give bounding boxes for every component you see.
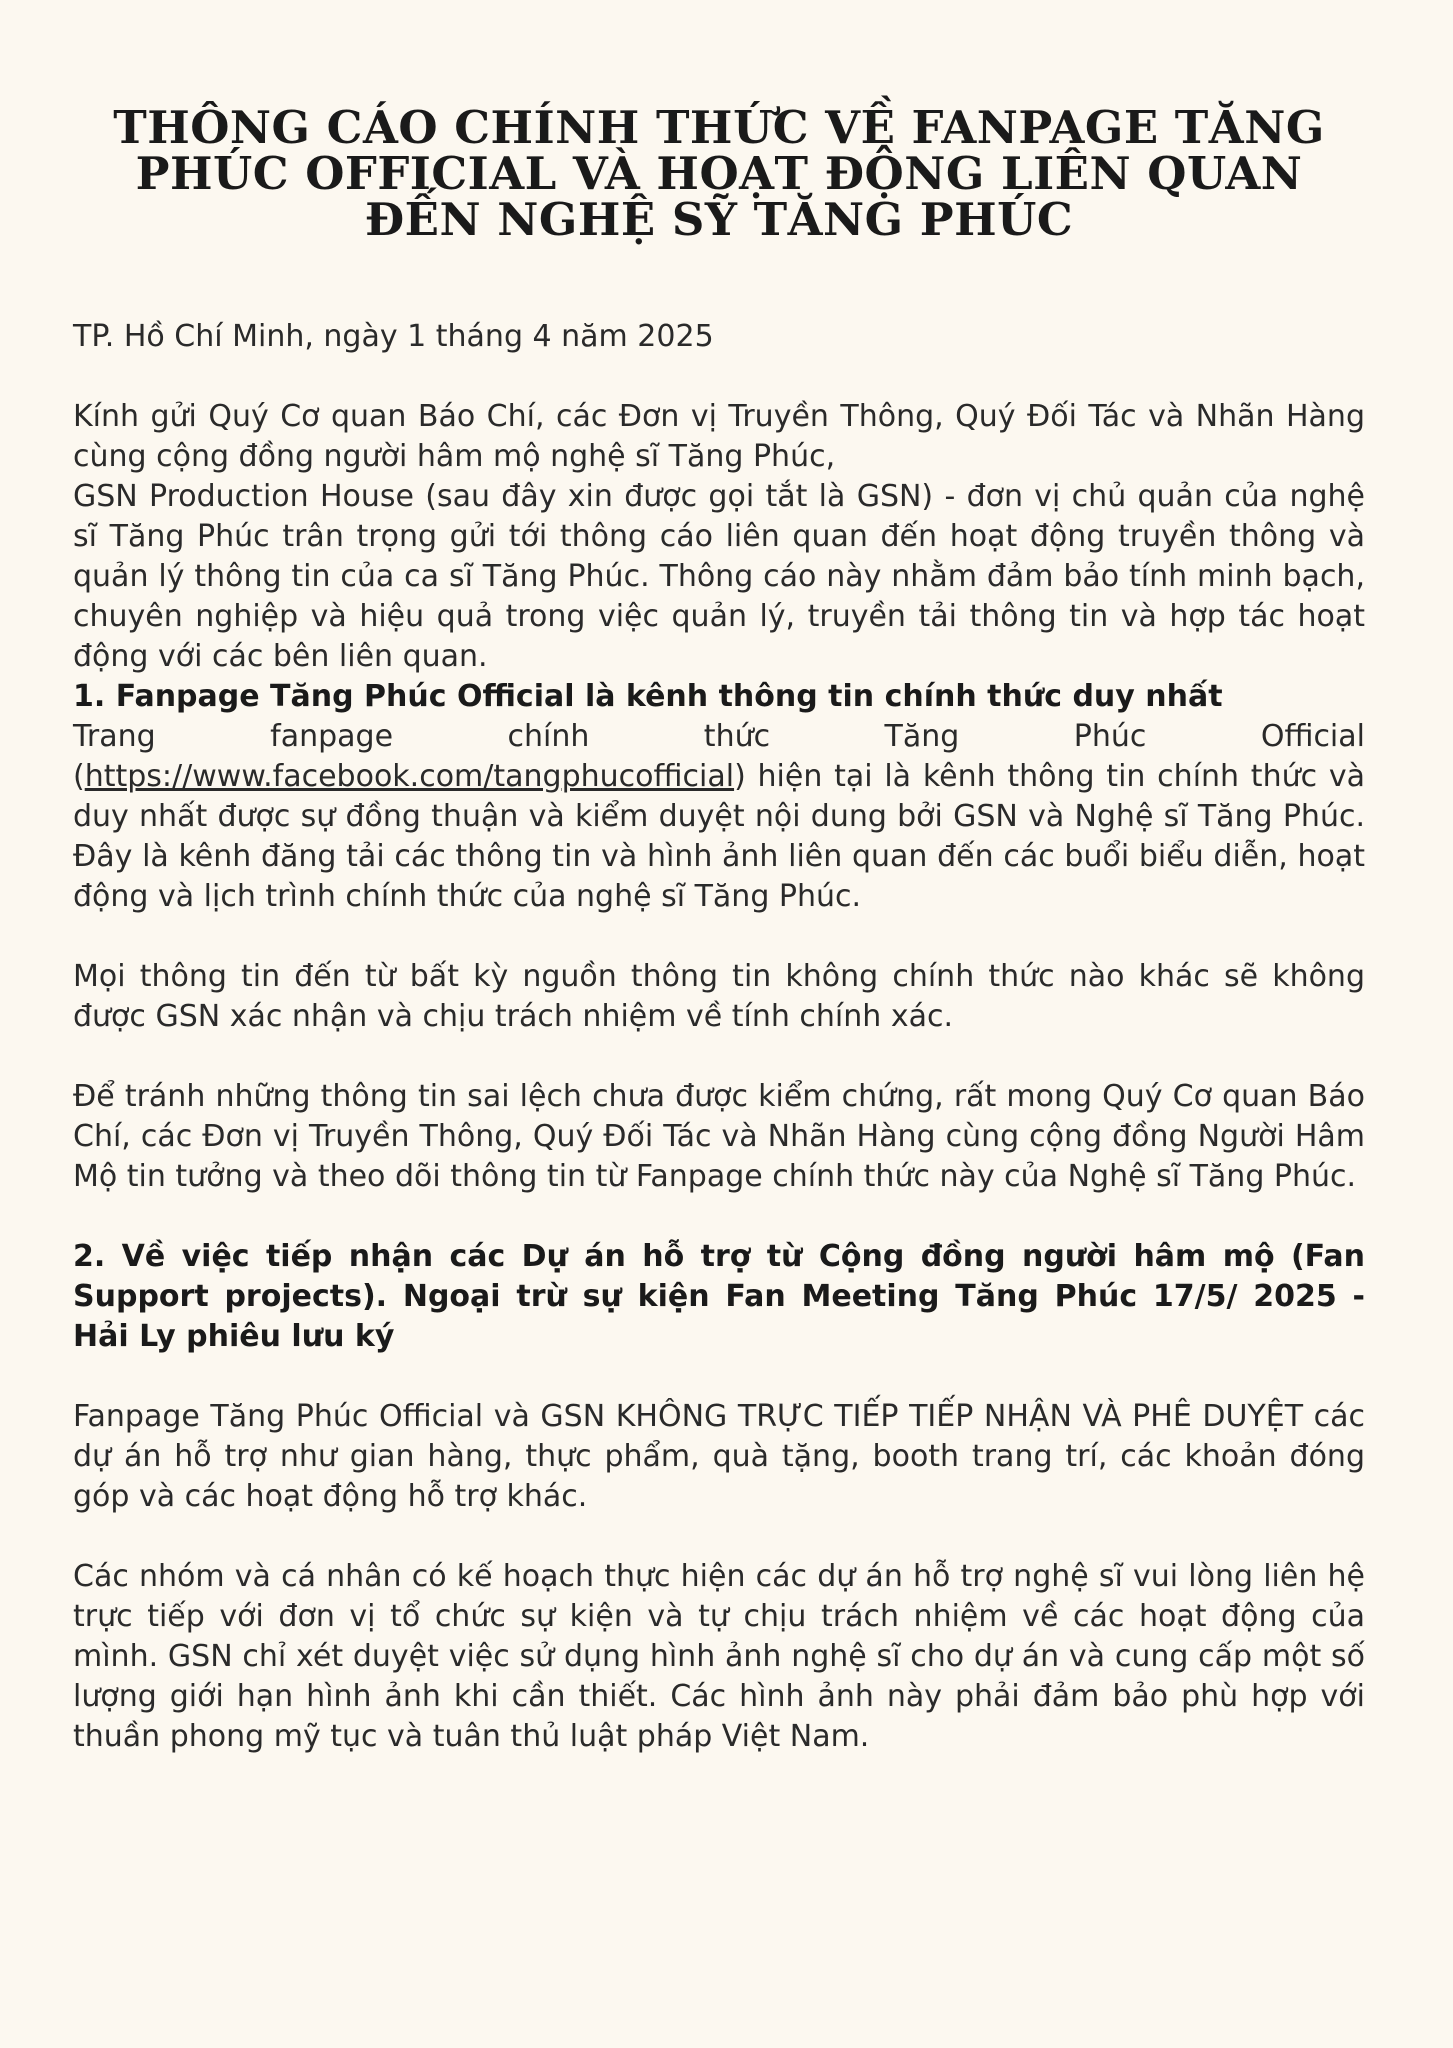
document-date: TP. Hồ Chí Minh, ngày 1 tháng 4 năm 2025 <box>73 319 714 354</box>
document-page <box>73 0 1365 1757</box>
fanpage-link[interactable]: https://www.facebook.com/tangphucofficial <box>84 759 735 794</box>
section-1-paragraph-1-prefix: Trang fanpage chính thức Tăng Phúc Official ( <box>73 719 1365 794</box>
section-1-paragraph-1-suffix: ) hiện tại là kênh thông tin chính thức và duy nhất được sự đồng thuận và kiểm duyệt nội dung bởi GSN và Nghệ sĩ Tăng Phúc. Đây là kênh đăng tải các thông tin và hình ảnh liên quan đến các buổi biểu diễn, hoạt động và lịch trình chính thức của nghệ sĩ Tăng Phúc. <box>73 759 1365 914</box>
document-title: THÔNG CÁO CHÍNH THỨC VỀ FANPAGE TĂNG PHÚC OFFICIAL VÀ HOẠT ĐỘNG LIÊN QUAN ĐẾN NGHỆ SỸ TĂNG PHÚC <box>113 101 1325 246</box>
greeting-paragraph: Kính gửi Quý Cơ quan Báo Chí, các Đơn vị Truyền Thông, Quý Đối Tác và Nhãn Hàng cùng cộng đồng người hâm mộ nghệ sĩ Tăng Phúc, <box>73 399 1365 474</box>
section-2-heading: 2. Về việc tiếp nhận các Dự án hỗ trợ từ Cộng đồng người hâm mộ (Fan Support projects). Ngoại trừ sự kiện Fan Meeting Tăng Phúc 17/5/ 2025 - Hải Ly phiêu lưu ký <box>73 1239 1365 1354</box>
section-1-paragraph-1 <box>73 717 1365 917</box>
section-1-paragraph-3: Để tránh những thông tin sai lệch chưa được kiểm chứng, rất mong Quý Cơ quan Báo Chí, các Đơn vị Truyền Thông, Quý Đối Tác và Nhãn Hàng cùng cộng đồng Người Hâm Mộ tin tưởng và theo dõi thông tin từ Fanpage chính thức này của Nghệ sĩ Tăng Phúc. <box>73 1079 1365 1194</box>
intro-paragraph: GSN Production House (sau đây xin được gọi tắt là GSN) - đơn vị chủ quản của nghệ sĩ Tăng Phúc trân trọng gửi tới thông cáo liên quan đến hoạt động truyền thông và quản lý thông tin của ca sĩ Tăng Phúc. Thông cáo này nhằm đảm bảo tính minh bạch, chuyên nghiệp và hiệu quả trong việc quản lý, truyền tải thông tin và hợp tác hoạt động với các bên liên quan. <box>73 479 1365 674</box>
section-1-heading: 1. Fanpage Tăng Phúc Official là kênh thông tin chính thức duy nhất <box>73 679 1223 714</box>
section-1-paragraph-2: Mọi thông tin đến từ bất kỳ nguồn thông tin không chính thức nào khác sẽ không được GSN xác nhận và chịu trách nhiệm về tính chính xác. <box>73 959 1365 1034</box>
section-2-paragraph-1: Fanpage Tăng Phúc Official và GSN KHÔNG TRỰC TIẾP TIẾP NHẬN VÀ PHÊ DUYỆT các dự án hỗ trợ như gian hàng, thực phẩm, quà tặng, booth trang trí, các khoản đóng góp và các hoạt động hỗ trợ khác. <box>73 1399 1365 1514</box>
section-2-paragraph-2: Các nhóm và cá nhân có kế hoạch thực hiện các dự án hỗ trợ nghệ sĩ vui lòng liên hệ trực tiếp với đơn vị tổ chức sự kiện và tự chịu trách nhiệm về các hoạt động của mình. GSN chỉ xét duyệt việc sử dụng hình ảnh nghệ sĩ cho dự án và cung cấp một số lượng giới hạn hình ảnh khi cần thiết. Các hình ảnh này phải đảm bảo phù hợp với thuần phong mỹ tục và tuân thủ luật pháp Việt Nam. <box>73 1559 1365 1754</box>
